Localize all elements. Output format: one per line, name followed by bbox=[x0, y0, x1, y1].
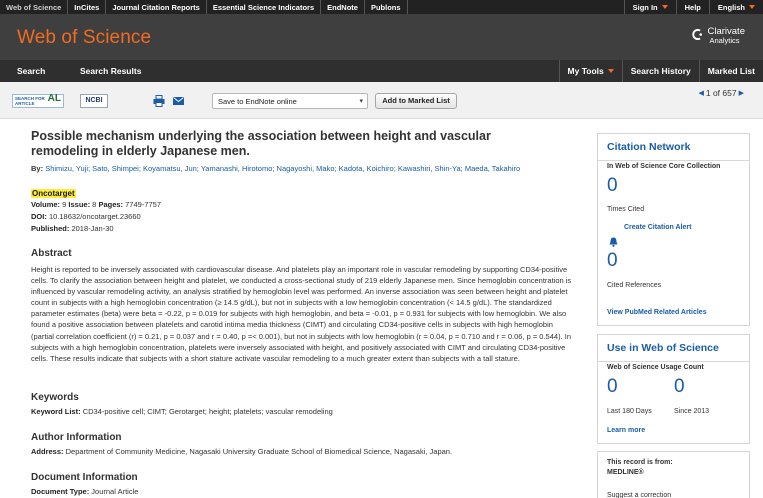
abstract-text: Height is reported to be inversely associated with cardiovascular disease. And platelets play an important role in vascular remodeling by supporting CD34-positive cells. To clarify the association between height and platelet, we conducted a cross-sectional study of 219 elderly Japanese men. Since hemoglobin concentration is influenced by vascular remodeling activity, an analysis stratified by hemoglobin level was performed. An inverse association was seen between height and platelet count in subjects with a high hemoglobin concentration (≥ 14.5 g/dL), but not in subjects with a low hemoglobin concentration (< 14.5 g/dL). The standardized parameter estimates (beta) were beta = -0.22, p = 0.019 for subjects with high hemoglobin, and beta = -0.01, p = 0.931 for subjects with low hemoglobin. We also found a positive association between platelets and carotid intima media thickness (CIMT) and circulating CD34-positive cells in subjects with high hemoglobin (partial correlation coefficient (r) = 0.21, p = 0.037 and r = 0.40, p =< 0.001), but not in subjects with low hemoglobin (r = 0.04, p = 0.710 and r = 0.06, p = 0.544). In subjects with a high hemoglobin concentration, platelets were inversely associated with height, and positively associated with CIMT and circulating CD34-positive cells. These results indicate that subjects with a short stature activate vascular remodeling to a much greater extent than subjects with a tall stature. bbox=[31, 265, 572, 363]
bell-icon bbox=[609, 237, 618, 247]
create-citation-alert-link[interactable]: Create Citation Alert bbox=[624, 224, 692, 231]
email-icon[interactable] bbox=[173, 97, 184, 105]
author-list bbox=[31, 164, 571, 173]
sfa-line2: ARTICLE bbox=[15, 101, 35, 106]
record-source-label: This record is from: bbox=[607, 459, 673, 466]
pages-label: Pages: bbox=[98, 200, 124, 209]
topbar-link-esi[interactable]: Essential Science Indicators bbox=[207, 0, 321, 14]
authors-links[interactable]: Shimizu, Yuji; Sato, Shimpei; Koyamatsu, Jun; Yamanashi, Hirotomo; Nagayoshi, Mako; Kadota, Koichiro; Kawashiri, Shin-Ya; Maeda, Takahiro bbox=[45, 164, 521, 173]
published-label: Published: bbox=[31, 224, 70, 233]
language-label: English bbox=[717, 2, 745, 12]
sign-in-menu[interactable] bbox=[624, 0, 676, 14]
chevron-down-icon bbox=[749, 5, 755, 9]
divider bbox=[598, 160, 749, 161]
main-nav bbox=[0, 60, 763, 82]
nav-search-results[interactable]: Search Results bbox=[80, 66, 142, 76]
page-total: 657 bbox=[722, 88, 737, 98]
document-type-line bbox=[31, 487, 138, 496]
topbar-link-endnote[interactable]: EndNote bbox=[321, 0, 365, 14]
address-value: Department of Community Medicine, Nagasaki University Graduate School of Biomedical Science, Nagasaki, Japan. bbox=[65, 447, 453, 456]
previous-record-icon[interactable]: ◀ bbox=[698, 90, 704, 97]
volume-label: Volume: bbox=[31, 200, 61, 209]
pubmed-related-link[interactable]: View PubMed Related Articles bbox=[607, 309, 707, 316]
sfa-mark: AL bbox=[47, 93, 61, 104]
divider bbox=[598, 361, 749, 362]
chevron-down-icon: ▾ bbox=[359, 98, 363, 105]
next-record-icon[interactable]: ▶ bbox=[738, 90, 744, 97]
usage-count-label: Web of Science Usage Count bbox=[607, 364, 704, 371]
since-2013-count: 0 bbox=[674, 376, 685, 397]
last-180-days-label: Last 180 Days bbox=[607, 408, 652, 415]
chevron-down-icon bbox=[662, 5, 668, 9]
address-label: Address: bbox=[31, 447, 64, 456]
nav-marked-list[interactable]: Marked List bbox=[699, 60, 763, 82]
document-info-heading: Document Information bbox=[31, 472, 138, 483]
nav-search[interactable]: Search bbox=[17, 66, 46, 76]
search-for-article-button[interactable] bbox=[12, 94, 64, 108]
keyword-list-label: Keyword List: bbox=[31, 407, 81, 416]
add-to-marked-list-button[interactable]: Add to Marked List bbox=[375, 93, 457, 109]
usage-heading: Use in Web of Science bbox=[607, 342, 719, 354]
since-2013-label: Since 2013 bbox=[674, 408, 710, 415]
topbar-link-jcr[interactable]: Journal Citation Reports bbox=[106, 0, 207, 14]
journal-name: Oncotarget bbox=[32, 189, 75, 198]
clarivate-brand: Clarivate bbox=[707, 26, 745, 37]
record-pager bbox=[696, 88, 746, 98]
learn-more-link[interactable]: Learn more bbox=[607, 427, 646, 434]
volume-value: 9 bbox=[62, 200, 67, 209]
published-line bbox=[31, 224, 114, 233]
core-collection-label: In Web of Science Core Collection bbox=[607, 163, 721, 170]
issue-label: Issue: bbox=[68, 200, 91, 209]
article-title: Possible mechanism underlying the association between height and vascular remodeling in elderly Japanese men. bbox=[31, 129, 491, 158]
clarivate-logo bbox=[691, 27, 746, 45]
clarivate-brand-sub: Analytics bbox=[709, 36, 740, 45]
citation-network-heading: Citation Network bbox=[607, 141, 691, 153]
top-utility-bar bbox=[0, 0, 763, 14]
abstract-heading: Abstract bbox=[31, 248, 72, 259]
record-toolbar bbox=[0, 82, 763, 119]
topbar-link-publons[interactable]: Publons bbox=[365, 0, 408, 14]
save-to-endnote-select[interactable] bbox=[212, 93, 368, 109]
sign-in-label: Sign In bbox=[632, 2, 658, 12]
page-current: 1 bbox=[705, 88, 711, 98]
topbar-link-incites[interactable]: InCites bbox=[68, 0, 106, 14]
doi-value: 10.18632/oncotarget.23660 bbox=[48, 212, 141, 221]
page-of-label: of bbox=[712, 88, 721, 98]
chevron-down-icon bbox=[608, 69, 614, 73]
brand-header bbox=[0, 14, 763, 60]
pages-value: 7749-7757 bbox=[125, 200, 162, 209]
citation-network-panel bbox=[597, 133, 750, 326]
my-tools-label: My Tools bbox=[567, 66, 604, 76]
times-cited-label: Times Cited bbox=[607, 206, 645, 213]
save-option-label: Save to EndNote online bbox=[218, 97, 297, 106]
published-value: 2018-Jan-30 bbox=[71, 224, 114, 233]
topbar-link-web-of-science[interactable]: Web of Science bbox=[0, 0, 68, 14]
usage-panel bbox=[597, 334, 750, 444]
nav-my-tools[interactable] bbox=[559, 60, 622, 82]
keyword-list-value: CD34-positive cell; CIMT; Gerotarget; height; platelets; vascular remodeling bbox=[82, 407, 333, 416]
record-main bbox=[0, 120, 590, 498]
language-menu[interactable] bbox=[709, 0, 763, 14]
by-label: By: bbox=[31, 164, 44, 173]
doi-label: DOI: bbox=[31, 212, 47, 221]
medline-label: MEDLINE® bbox=[607, 469, 644, 476]
suggest-correction-link[interactable]: Suggest a correction bbox=[607, 492, 672, 498]
cited-references-count[interactable]: 0 bbox=[607, 250, 618, 271]
document-type-value: Journal Article bbox=[91, 487, 139, 496]
issue-value: 8 bbox=[92, 200, 97, 209]
keyword-list bbox=[31, 407, 333, 416]
document-type-label: Document Type: bbox=[31, 487, 90, 496]
last-180-days-count: 0 bbox=[607, 376, 618, 397]
ncbi-button[interactable]: NCBI bbox=[80, 94, 108, 108]
keywords-heading: Keywords bbox=[31, 392, 79, 403]
doi-line bbox=[31, 212, 141, 221]
source-panel bbox=[597, 451, 750, 498]
clarivate-icon bbox=[691, 28, 704, 41]
cited-references-label: Cited References bbox=[607, 282, 662, 289]
web-of-science-logo[interactable]: Web of Science bbox=[17, 27, 152, 48]
print-icon[interactable] bbox=[153, 95, 165, 107]
sfa-line1: SEARCH FOR bbox=[15, 96, 45, 101]
times-cited-count[interactable]: 0 bbox=[607, 175, 618, 196]
help-link[interactable]: Help bbox=[676, 0, 709, 14]
address-line bbox=[31, 447, 452, 456]
author-info-heading: Author Information bbox=[31, 432, 122, 443]
nav-search-history[interactable]: Search History bbox=[622, 60, 699, 82]
volume-line bbox=[31, 200, 161, 209]
